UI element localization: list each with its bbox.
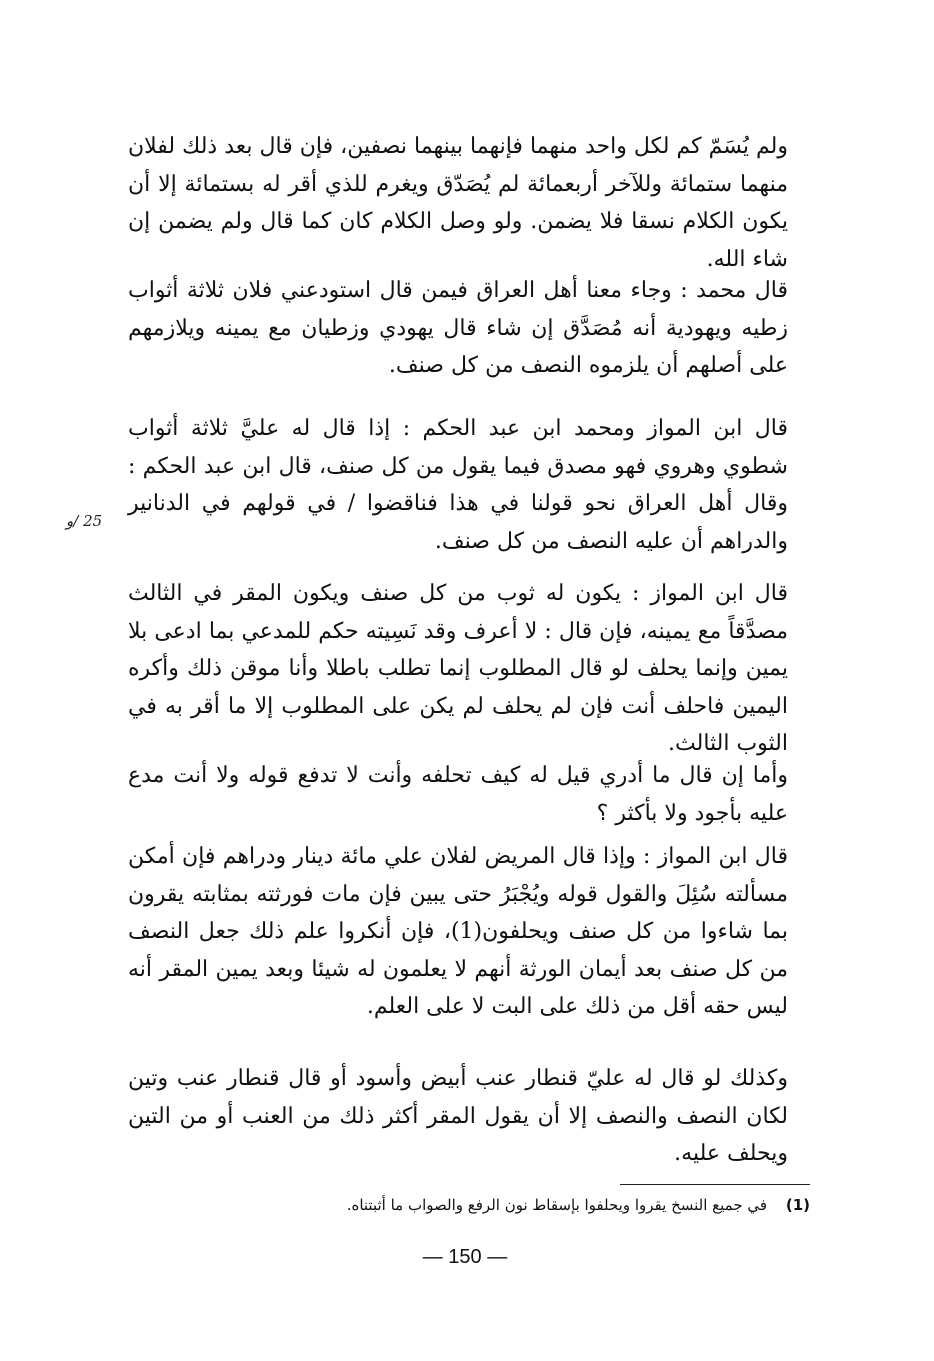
paragraph-7: وكذلك لو قال له عليّ قنطار عنب أبيض وأسود أو قال قنطار عنب وتين لكان النصف والنصف إلا أن يقول المقر أكثر ذلك من العنب أو من التين ويحلف عليه. [128, 1066, 788, 1166]
paragraph-3: قال ابن المواز ومحمد ابن عبد الحكم : إذا قال له عليَّ ثلاثة أثواب شطوي وهروي فهو مصدق فيما يقول من كل صنف، قال ابن عبد الحكم : وقال أهل العراق نحو قولنا في هذا فناقضوا / في قولهم في الدنانير والدراهم أن عليه النصف من كل صنف. [128, 416, 788, 554]
footnote-mark: (1) [785, 1196, 810, 1214]
page-number: — 150 — [422, 1246, 508, 1268]
paragraph-5: وأما إن قال ما أدري قيل له كيف تحلفه وأنت لا تدفع قوله ولا أنت مدع عليه بأجود ولا بأكثر ؟ [128, 763, 788, 826]
paragraph-6: قال ابن المواز : وإذا قال المريض لفلان علي مائة دينار ودراهم فإن أمكن مسألته سُئِلَ والقول قوله ويُجْبَرُ حتى يبين فإن مات فورثته بمثابته يقرون بما شاءوا من كل صنف ويحلفون(1)، فإن أنكروا علم ذلك جعل النصف من كل صنف بعد أيمان الورثة أنهم لا يعلمون له شيئا وبعد يمين المقر أنه ليس حقه أقل من ذلك على البت لا على العلم. [128, 844, 788, 1019]
folio-margin-note: 25 /و [66, 512, 103, 530]
footnote [300, 1192, 810, 1218]
paragraph-4: قال ابن المواز : يكون له ثوب من كل صنف ويكون المقر في الثالث مصدَّقاً مع يمينه، فإن قال : لا أعرف وقد نَسِيته حكم للمدعي بما ادعى بلا يمين وإنما يحلف لو قال المطلوب إنما تطلب باطلا وأنا موقن ذلك وأكره اليمين فاحلف أنت فإن لم يحلف لم يكن على المطلوب إلا ما أقر به في الثوب الثالث. [128, 581, 788, 756]
footnote-text: في جميع النسخ يقروا ويحلفوا بإسقاط نون الرفع والصواب ما أثبتناه. [346, 1196, 768, 1214]
paragraph-2: قال محمد : وجاء معنا أهل العراق فيمن قال استودعني فلان ثلاثة أثواب زطيه ويهودية أنه مُصَدَّق إن شاء قال يهودي وزطيان مع يمينه ويلازمهم على أصلهم أن يلزموه النصف من كل صنف. [128, 278, 788, 378]
footnote-divider [620, 1184, 810, 1185]
paragraph-1: ولم يُسَمّ كم لكل واحد منهما فإنهما بينهما نصفين، فإن قال بعد ذلك لفلان منهما ستمائة وللآخر أربعمائة لم يُصَدّق ويغرم للذي أقر له بستمائة إلا أن يكون الكلام نسقا فلا يضمن. ولو وصل الكلام كان كما قال ولم يضمن إن شاء الله. [128, 134, 788, 272]
